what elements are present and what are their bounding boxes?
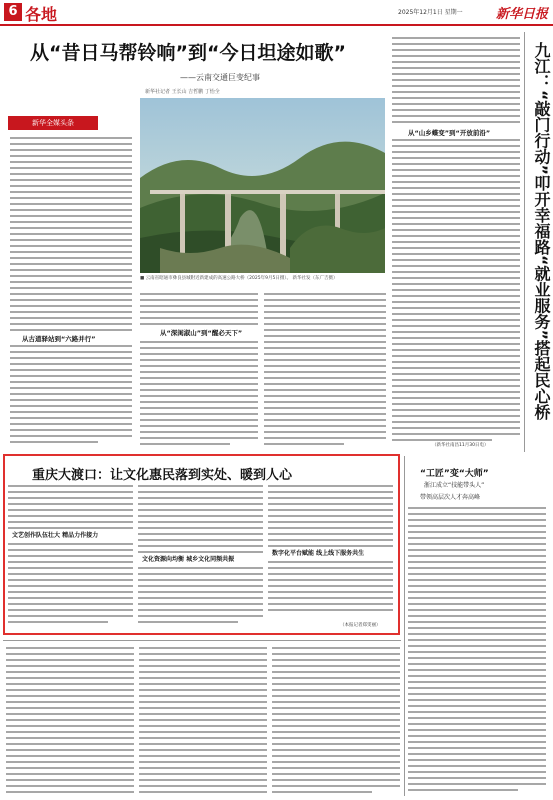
- section-title: 各地: [25, 5, 58, 24]
- lead-left-text: [8, 134, 134, 452]
- newspaper-logo: 新华日报: [495, 7, 548, 22]
- page-header: [0, 0, 553, 26]
- photo-caption: ■ 云南省昭通市彝良县城附近新建成的高速公路大桥（2025年9月5日摄）。 新华社发（东广吉摄）: [140, 276, 338, 281]
- sidebar-title: “工匠”变“大师”: [420, 469, 489, 479]
- lower-text: [6, 644, 402, 796]
- sidebar-text: [408, 504, 548, 796]
- column-note: （新华社南昌11月30日电）: [432, 443, 489, 448]
- lower-divider: [3, 640, 401, 641]
- lead-subhead-2: 从“深闺淑山”到“醒必天下”: [160, 329, 243, 337]
- issue-date: 2025年12月1日 星期一: [398, 9, 463, 16]
- lead-right-text: [264, 290, 388, 450]
- lead-byline: 新华社记者 王长山 吉哲鹏 丁怡全: [145, 89, 220, 95]
- bridge-photo: [140, 98, 385, 273]
- sidebar-divider: [404, 456, 405, 796]
- feature-note: （本报记者郑雯丽）: [340, 623, 381, 628]
- column-divider: [524, 32, 525, 452]
- sidebar-subtitle-1: 浙江成立“技能带头人”: [424, 482, 485, 489]
- lead-subtitle: ——云南交通巨变纪事: [180, 73, 260, 82]
- lead-middle-text: [140, 290, 260, 450]
- feature-subhead-2: 文化资源向均衡 城乡文化同频共振: [142, 556, 235, 563]
- column-title: 九江：“敲门行动”叩开幸福路“就业服务”搭起民心桥: [532, 42, 551, 421]
- feature-subhead-1: 文艺创作队伍壮大 精品力作接力: [12, 532, 99, 539]
- page-number: 6: [4, 3, 22, 21]
- lead-headline: 从“昔日马帮铃响”到“今日坦途如歌”: [30, 42, 346, 64]
- lead-subhead-1: 从古道驿站到“六路并行”: [22, 335, 96, 343]
- sidebar-subtitle-2: 带领高层次人才奔高峰: [420, 494, 481, 501]
- lead-col4-text: [392, 34, 522, 452]
- feature-headline: 重庆大渡口：让文化惠民落到实处、暖到人心: [32, 468, 293, 483]
- lead-subhead-3: 从“山乡蝶变”到“开放前沿”: [408, 129, 491, 137]
- column-label: 新华全媒头条: [8, 116, 98, 130]
- feature-subhead-3: 数字化平台赋能 线上线下服务共生: [272, 550, 365, 557]
